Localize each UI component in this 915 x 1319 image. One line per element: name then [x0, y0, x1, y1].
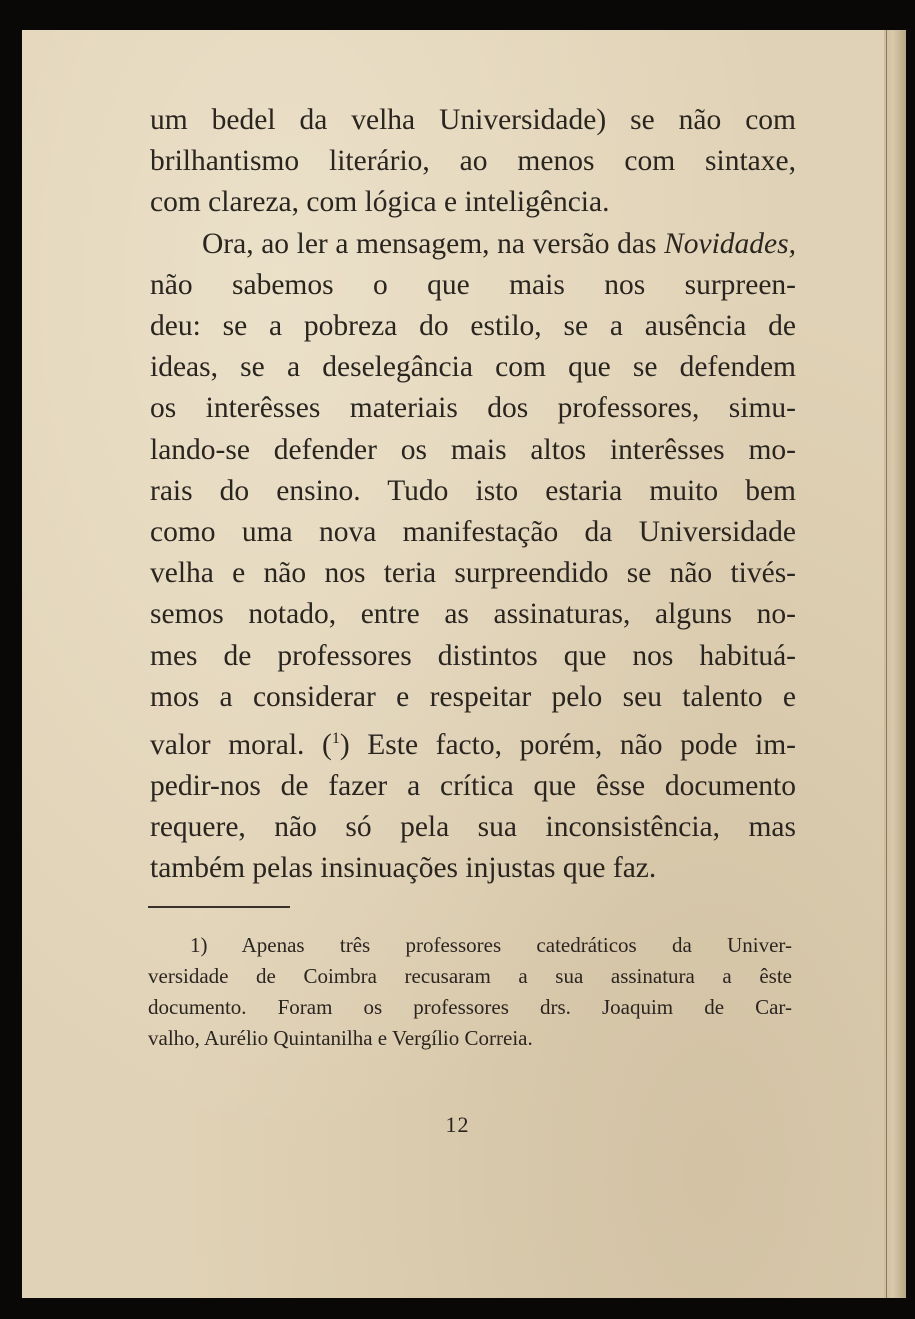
footnote-line: 1) Apenas três professores catedráticos da Univer- — [190, 933, 792, 957]
text-line — [150, 718, 796, 766]
text-line: mos a considerar e respeitar pelo seu talento e — [150, 680, 796, 713]
text-line: os interêsses materiais dos professores, simu- — [150, 392, 796, 425]
text-line: ideas, se a deselegância com que se defendem — [150, 351, 796, 384]
text-line: lando-se defender os mais altos interêsses mo- — [150, 433, 796, 466]
text-line: requere, não só pela sua inconsistência, mas — [150, 811, 796, 844]
text-line: não sabemos o que mais nos surpreen- — [150, 268, 796, 301]
footnote — [148, 930, 792, 1054]
page-number: 12 — [445, 1112, 470, 1137]
italic-word: Novidades, — [664, 227, 796, 260]
text-line — [150, 224, 796, 265]
footnote-line: documento. Foram os professores drs. Joaquim de Car- — [148, 995, 792, 1019]
page-edge — [884, 30, 906, 1298]
footnote-line: valho, Aurélio Quintanilha e Vergílio Correia. — [148, 1026, 533, 1050]
text-line: pedir-nos de fazer a crítica que êsse documento — [150, 770, 796, 803]
text-line: também pelas insinuações injustas que faz. — [150, 852, 657, 885]
text-line: rais do ensino. Tudo isto estaria muito bem — [150, 474, 796, 507]
body-text — [150, 100, 796, 890]
text-segment: ) Este facto, porém, não pode im- — [339, 728, 797, 761]
text-line: como uma nova manifestação da Universidade — [150, 516, 796, 549]
text-line: brilhantismo literário, ao menos com sintaxe, — [150, 145, 796, 178]
text-line: um bedel da velha Universidade) se não com — [150, 104, 796, 136]
text-line: com clareza, com lógica e inteligência. — [150, 186, 610, 219]
footnote-divider — [148, 906, 290, 908]
footnote-line: versidade de Coimbra recusaram a sua assinatura a êste — [148, 964, 792, 988]
text-line: deu: se a pobreza do estilo, se a ausência de — [150, 310, 796, 343]
text-line: semos notado, entre as assinaturas, alguns no- — [150, 598, 796, 631]
text-line: velha e não nos teria surpreendido se não tivés- — [150, 557, 796, 590]
text-line: mes de professores distintos que nos habituá- — [150, 639, 796, 672]
text-segment: valor moral. ( — [150, 728, 332, 761]
text-segment: Ora, ao ler a mensagem, na versão das — [202, 227, 665, 260]
footnote-marker: 1 — [331, 730, 340, 748]
